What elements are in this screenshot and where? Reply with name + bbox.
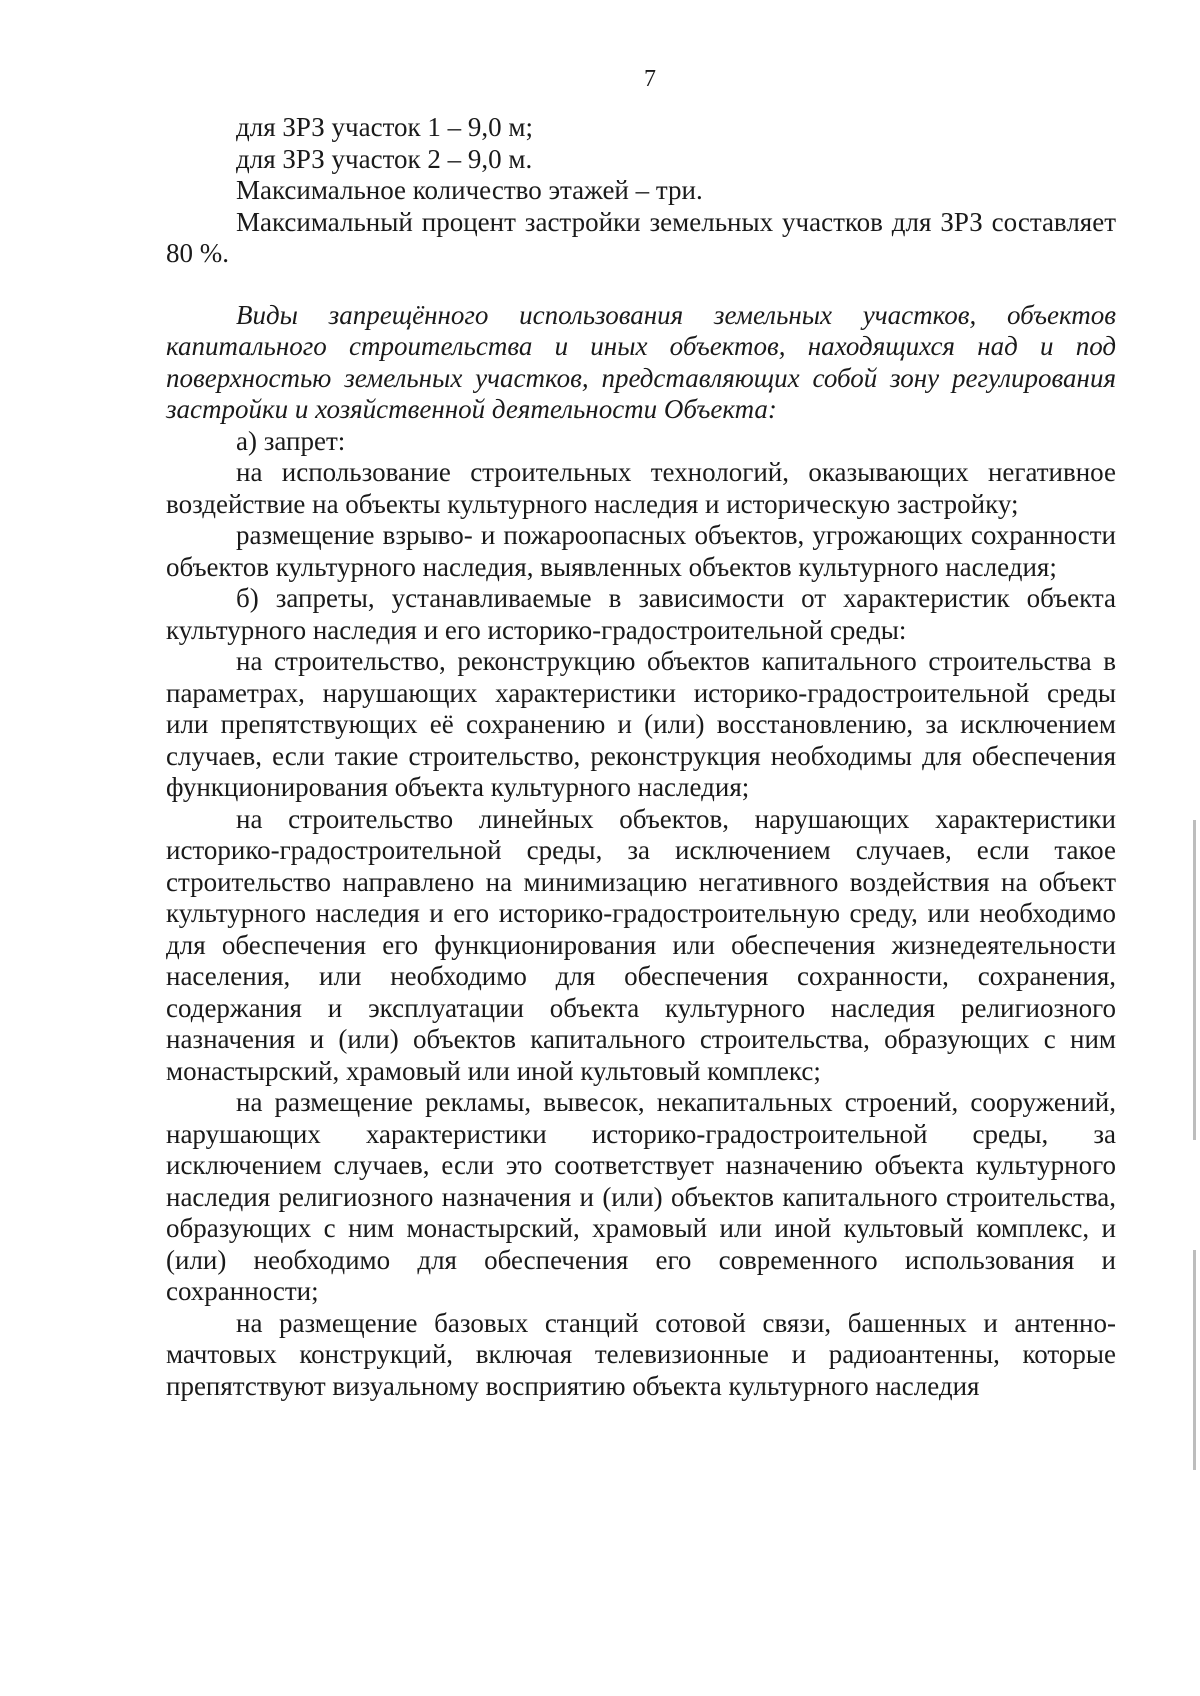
section-heading-prohibited-uses: Виды запрещённого использования земельных участков, объектов капитального строительства и иных объектов, находящихся над и под поверхностью земельных участков, представляющих собой зону регулирования застройки и хозяйственной деятельности Объекта: <box>166 299 1116 424</box>
paragraph-hazardous-objects: размещение взрыво- и пожароопасных объектов, угрожающих сохранности объектов культурного наследия, выявленных объектов культурного наследия; <box>166 520 1116 582</box>
paragraph-advertising: на размещение рекламы, вывесок, некапитальных строений, сооружений, нарушающих характеристики историко-градостроительной среды, за исключением случаев, если это соответствует назначению объекта культурного наследия религиозного назначения и (или) объектов капитального строительства, образующих с ним монастырский, храмовый или иной культовый комплекс, и (или) необходимо для обеспечения его современного использования и сохранности; <box>166 1087 1116 1306</box>
spacer <box>166 270 1116 300</box>
paragraph-item-a: а) запрет: <box>236 425 346 456</box>
paragraph-capital-construction: на строительство, реконструкцию объектов капитального строительства в параметрах, нарушающих характеристики историко-градостроительной среды или препятствующих её сохранению и (или) восстановлению, за исключением случаев, если такие строительство, реконструкция необходимы для обеспечения функционирования объекта культурного наследия; <box>166 646 1116 802</box>
paragraph-max-floors: Максимальное количество этажей – три. <box>236 175 703 205</box>
paragraph-max-coverage: Максимальный процент застройки земельных участков для ЗРЗ составляет 80 %. <box>166 206 1116 268</box>
document-body <box>166 112 1116 1402</box>
paragraph-construction-technologies: на использование строительных технологий, оказывающих негативное воздействие на объекты культурного наследия и историческую застройку; <box>166 457 1116 519</box>
paragraph-height-zone-1: для ЗРЗ участок 1 – 9,0 м; <box>236 112 533 142</box>
scan-edge-mark <box>1193 820 1196 1140</box>
paragraph-height-zone-2: для ЗРЗ участок 2 – 9,0 м. <box>236 143 533 174</box>
paragraph-linear-objects: на строительство линейных объектов, нарушающих характеристики историко-градостроительной среды, за исключением случаев, если такое строительство направлено на минимизацию негативного воздействия на объект культурного наследия и его историко-градостроительную среду, или необходимо для обеспечения его функционирования или обеспечения жизнедеятельности населения, или необходимо для обеспечения сохранности, сохранения, содержания и эксплуатации объекта культурного наследия религиозного назначения и (или) объектов капитального строительства, образующих с ним монастырский, храмовый или иной культовый комплекс; <box>166 803 1116 1086</box>
page-number: 7 <box>644 66 656 92</box>
paragraph-base-stations: на размещение базовых станций сотовой связи, башенных и антенно-мачтовых конструкций, включая телевизионные и радиоантенны, которые препятствуют визуальному восприятию объекта культурного наследия <box>166 1307 1116 1401</box>
scan-edge-mark <box>1193 1250 1196 1470</box>
paragraph-item-b: б) запреты, устанавливаемые в зависимости от характеристик объекта культурного наследия и его историко-градостроительной среды: <box>166 583 1116 645</box>
